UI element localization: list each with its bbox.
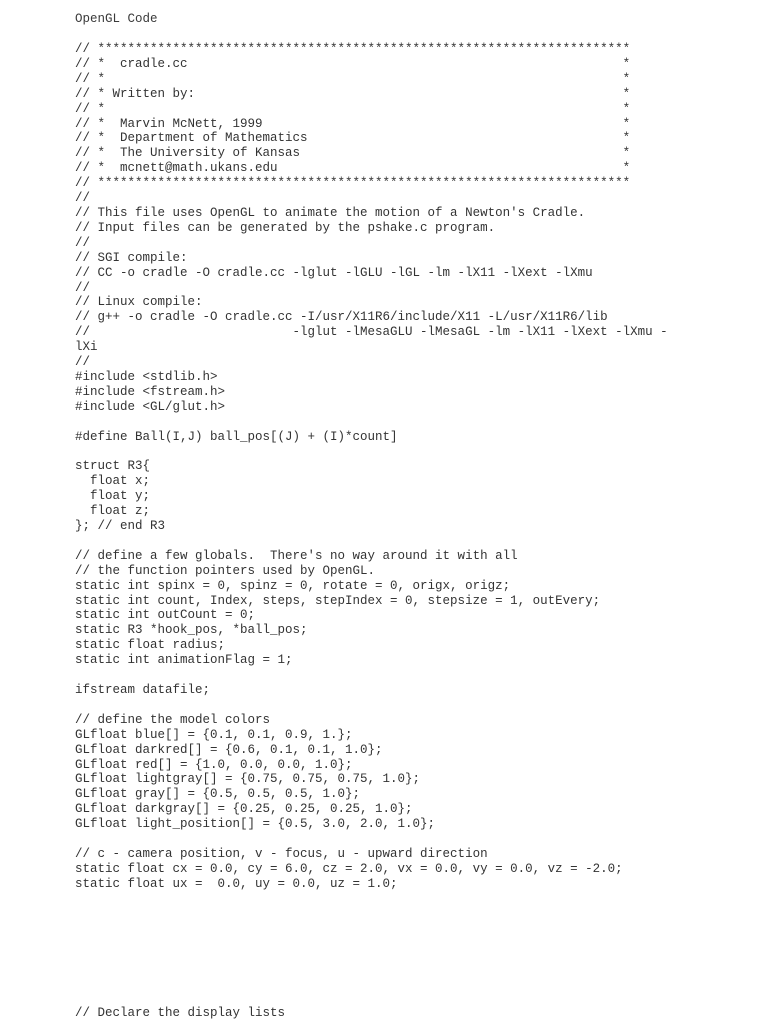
code-line: GLfloat lightgray[] = {0.75, 0.75, 0.75, 1.0};: [75, 772, 421, 787]
code-line: float z;: [75, 504, 151, 519]
code-line: float y;: [75, 489, 151, 504]
code-line: // * *: [75, 101, 631, 116]
code-line: #include <GL/glut.h>: [75, 399, 226, 414]
code-line: ifstream datafile;: [75, 682, 211, 697]
code-line: GLfloat red[] = {1.0, 0.0, 0.0, 1.0};: [75, 757, 353, 772]
code-line: // Linux compile:: [75, 295, 203, 310]
code-line: // * Written by: *: [75, 86, 631, 101]
code-line: //: [75, 191, 91, 206]
code-line: // * Department of Mathematics *: [75, 131, 631, 146]
code-line: lXi: [75, 340, 98, 355]
code-line: GLfloat blue[] = {0.1, 0.1, 0.9, 1.};: [75, 727, 353, 742]
code-line: struct R3{: [75, 459, 151, 474]
code-line: // * cradle.cc *: [75, 56, 631, 71]
code-line: // define a few globals. There's no way around it with all: [75, 548, 518, 563]
code-line: // the function pointers used by OpenGL.: [75, 563, 376, 578]
code-line: //: [75, 235, 91, 250]
code-line: // define the model colors: [75, 712, 271, 727]
code-listing: [75, 42, 668, 892]
code-line: // This file uses OpenGL to animate the motion of a Newton's Cradle.: [75, 205, 586, 220]
code-line: // -lglut -lMesaGLU -lMesaGL -lm -lX11 -lXext -lXmu -: [75, 325, 668, 340]
code-line: // ***********************************************************************: [75, 176, 631, 191]
code-line: //: [75, 355, 91, 370]
code-line: // * *: [75, 71, 631, 86]
code-line: //: [75, 280, 91, 295]
code-line: // CC -o cradle -O cradle.cc -lglut -lGLU -lGL -lm -lX11 -lXext -lXmu: [75, 265, 593, 280]
code-line: static R3 *hook_pos, *ball_pos;: [75, 623, 308, 638]
code-line: // c - camera position, v - focus, u - upward direction: [75, 846, 488, 861]
code-line: static float ux = 0.0, uy = 0.0, uz = 1.0;: [75, 876, 398, 891]
code-line: GLfloat darkred[] = {0.6, 0.1, 0.1, 1.0};: [75, 742, 383, 757]
code-line: // ***********************************************************************: [75, 42, 631, 56]
code-line: GLfloat gray[] = {0.5, 0.5, 0.5, 1.0};: [75, 787, 361, 802]
code-line: // * mcnett@math.ukans.edu *: [75, 161, 631, 176]
code-line: static int spinx = 0, spinz = 0, rotate = 0, origx, origz;: [75, 578, 511, 593]
code-line: static float radius;: [75, 638, 226, 653]
code-line: // * Marvin McNett, 1999 *: [75, 116, 631, 131]
code-line: }; // end R3: [75, 519, 166, 533]
code-comment-display-lists: // Declare the display lists: [75, 1006, 286, 1020]
code-line: float x;: [75, 474, 151, 489]
code-line: GLfloat light_position[] = {0.5, 3.0, 2.0, 1.0};: [75, 817, 436, 832]
document-title: OpenGL Code: [75, 12, 158, 26]
code-line: GLfloat darkgray[] = {0.25, 0.25, 0.25, 1.0};: [75, 802, 413, 817]
code-line: static int count, Index, steps, stepIndex = 0, stepsize = 1, outEvery;: [75, 593, 601, 608]
code-line: #include <fstream.h>: [75, 384, 226, 399]
code-line: // Input files can be generated by the pshake.c program.: [75, 220, 496, 235]
code-line: // * The University of Kansas *: [75, 146, 631, 161]
code-line: static int outCount = 0;: [75, 608, 256, 623]
code-line: // g++ -o cradle -O cradle.cc -I/usr/X11R6/include/X11 -L/usr/X11R6/lib: [75, 310, 608, 325]
code-line: #include <stdlib.h>: [75, 369, 218, 384]
code-line: #define Ball(I,J) ball_pos[(J) + (I)*count]: [75, 429, 398, 444]
code-line: // SGI compile:: [75, 250, 188, 265]
code-line: static int animationFlag = 1;: [75, 653, 293, 668]
code-line: static float cx = 0.0, cy = 6.0, cz = 2.0, vx = 0.0, vy = 0.0, vz = -2.0;: [75, 861, 623, 876]
